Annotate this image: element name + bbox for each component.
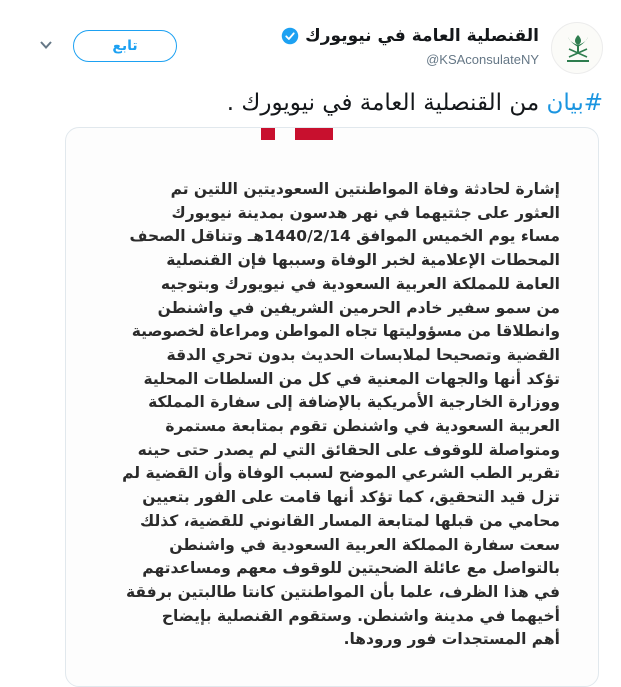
statement-line: المحطات الإعلامية لخبر الوفاة وسببها فإن القنصلية: [166, 251, 560, 270]
tweet-body: من القنصلية العامة في نيويورك .: [226, 90, 547, 116]
statement-line: وانطلاقا من مسؤوليتها تجاه المواطن ومراعاة لخصوصية: [131, 322, 560, 341]
follow-button[interactable]: تابع: [73, 30, 177, 62]
statement-text: [100, 178, 560, 652]
statement-line: العثور على جثتيهما في نهر هدسون بمدينة نيويورك: [171, 203, 560, 222]
statement-line: تؤكد أنها والجهات المعنية في كل من السلطات المحلية: [143, 369, 560, 388]
statement-line: تزل قيد التحقيق، كما تؤكد أنها قامت على الفور بتعيين: [142, 488, 560, 507]
statement-line: أهم المستجدات فور ورودها.: [343, 630, 560, 649]
statement-line: ومتواصلة للوقوف على الحقائق التي لم يصدر حتى حينه: [137, 440, 560, 459]
statement-line: إشارة لحادثة وفاة المواطنتين السعوديتين اللتين تم: [170, 180, 560, 198]
saudi-emblem-icon: [560, 31, 596, 67]
statement-line: أخيهما في مدينة واشنطن. وستقوم القنصلية بإيضاح: [161, 606, 560, 625]
tweet-header: [0, 0, 621, 90]
statement-line: من سمو سفير خادم الحرمين الشريفين في واشنطن: [157, 298, 560, 317]
hashtag-link[interactable]: #بيان: [546, 90, 603, 116]
statement-line: العامة للمملكة العربية السعودية في نيويورك وبتوجيه: [160, 274, 560, 293]
statement-line: محامي من قبلها لمتابعة المسار القانوني للقضية، كذلك: [140, 511, 560, 530]
chevron-down-icon[interactable]: [40, 40, 52, 50]
statement-line: ووزارة الخارجية الأمريكية بالإضافة إلى سفارة المملكة: [148, 393, 560, 412]
tweet-media-image[interactable]: [65, 127, 599, 687]
account-name-text[interactable]: القنصلية العامة في نيويورك: [305, 26, 539, 46]
statement-line: بالتواصل مع عائلة الضحيتين للوقوف معهم ومساعدتهم: [142, 559, 560, 578]
verified-badge-icon: [281, 27, 299, 45]
statement-line: مساء يوم الخميس الموافق 1440/2/14هـ وتناقل الصحف: [129, 227, 560, 246]
statement-line: سعت سفارة المملكة العربية السعودية في واشنطن: [169, 535, 560, 554]
statement-line: تقرير الطب الشرعي الموضح لسبب الوفاة وأن القضية لم: [122, 464, 560, 483]
account-handle[interactable]: @KSAconsulateNY: [426, 52, 539, 67]
account-name[interactable]: [281, 26, 539, 46]
statement-line: العربية السعودية في واشنطن تقوم بمتابعة مستمرة: [165, 417, 560, 436]
statement-header-mark: [261, 127, 351, 144]
tweet-text: [13, 88, 603, 118]
avatar[interactable]: [551, 22, 603, 74]
statement-line: القضية وتصحيحا لملابسات الحديث بدون تحري الدقة: [166, 345, 560, 364]
statement-line: في هذا الظرف، علما بأن المواطنتين كانتا طالبتين برفقة: [126, 582, 560, 601]
